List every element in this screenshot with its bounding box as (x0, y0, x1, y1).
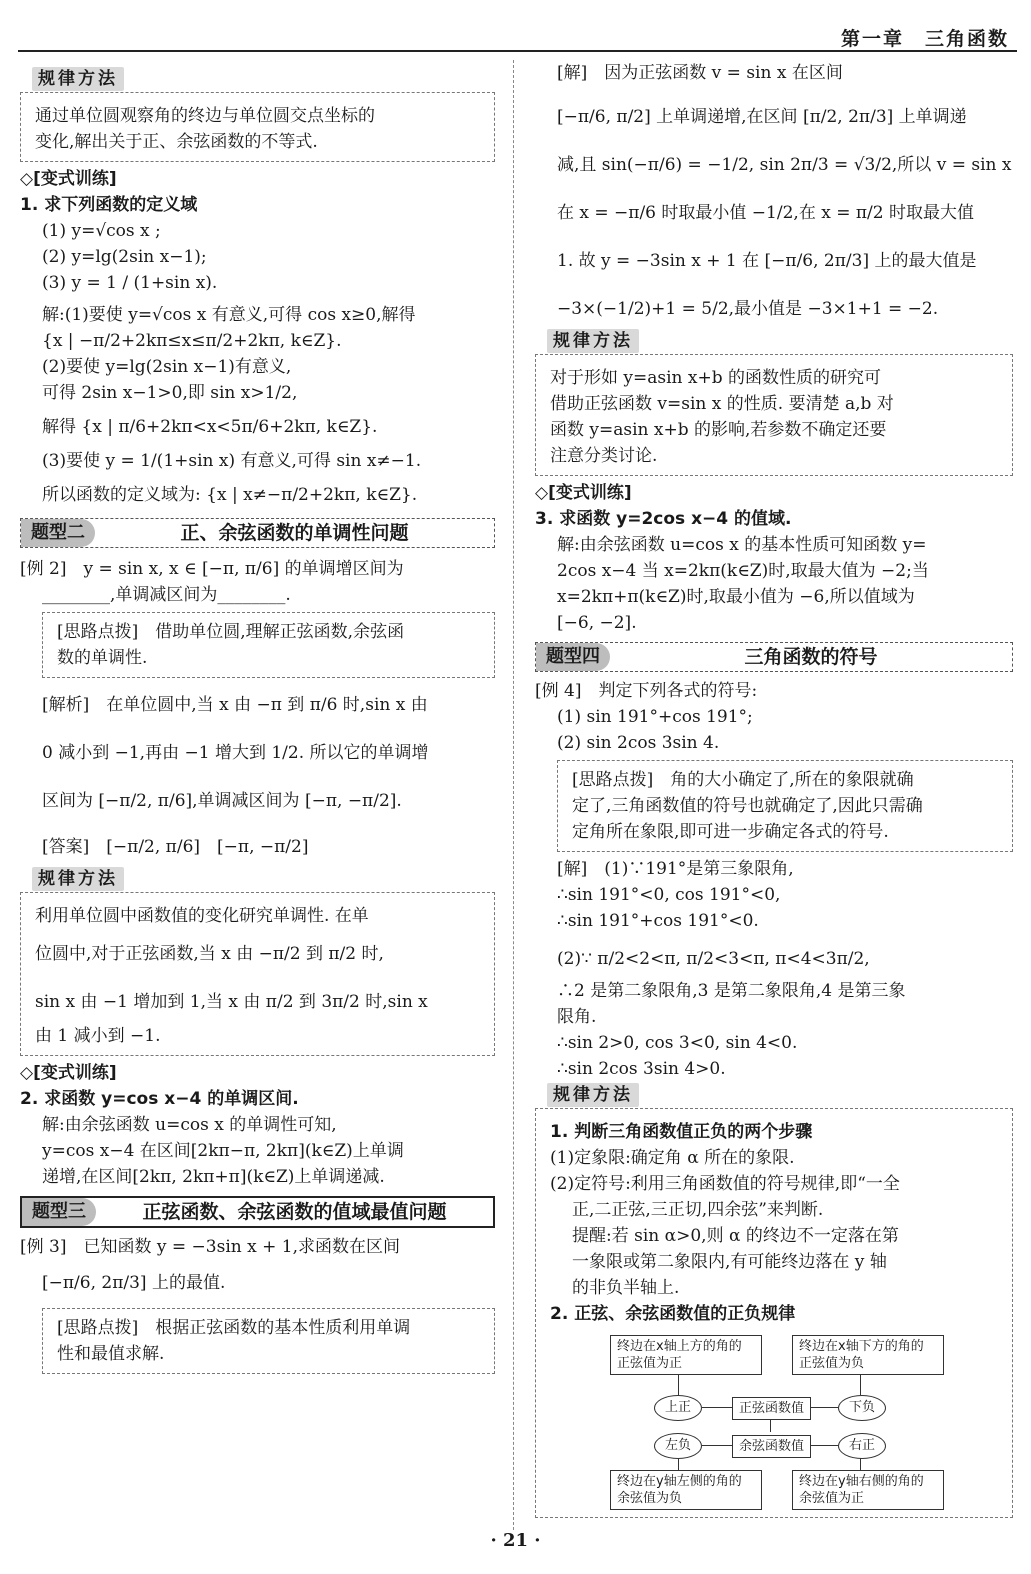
question-item: (1) y=√cos x ; (42, 221, 161, 241)
solution-line: −3×(−1/2)+1 = 5/2,最小值是 −3×1+1 = −2. (557, 299, 939, 319)
practice-question: 1. 求下列函数的定义域 (20, 195, 198, 215)
section-label: 题型二 (21, 519, 95, 547)
solution-line: ∴2 是第二象限角,3 是第二象限角,4 是第三象 (557, 981, 906, 1001)
diagram-box-bottom-right: 终边在y轴右侧的角的 余弦值为正 (792, 1470, 944, 1510)
example-question: (2) sin 2cos 3sin 4. (557, 733, 720, 753)
page-header (18, 22, 1017, 52)
solution-line: [解] (1)∵191°是第三象限角, (557, 859, 794, 879)
solution-line: 可得 2sin x−1>0,即 sin x>1/2, (42, 383, 298, 403)
solution-line: (2)∵ π/2<2<π, π/2<3<π, π<4<3π/2, (557, 949, 870, 969)
hint-line: 定角所在象限,即可进一步确定各式的符号. (572, 822, 889, 842)
hint-box (42, 612, 495, 678)
solution-line: ∴sin 2cos 3sin 4>0. (557, 1059, 726, 1079)
rule-line: 通过单位圆观察角的终边与单位圆交点坐标的 (35, 106, 375, 126)
rule-tip: 提醒:若 sin α>0,则 α 的终边不一定落在第 (572, 1226, 899, 1246)
example-question: ________,单调减区间为________. (42, 585, 291, 605)
diagram-box-top-left: 终边在x轴上方的角的 正弦值为正 (610, 1335, 762, 1375)
rule-line: 注意分类讨论. (550, 446, 658, 466)
solution-line: ∴sin 191°+cos 191°<0. (557, 911, 759, 931)
solution-line: (2)要使 y=lg(2sin x−1)有意义, (42, 357, 292, 377)
rule-line: 函数 y=asin x+b 的影响,若参数不确定还要 (550, 420, 887, 440)
hint-line: 数的单调性. (57, 648, 148, 668)
hint-box (42, 1308, 495, 1374)
section-header (535, 642, 1013, 672)
rule-box-2 (20, 866, 495, 1056)
rule-heading: 1. 判断三角函数值正负的两个步骤 (550, 1122, 813, 1142)
rule-line: sin x 由 −1 增加到 1,当 x 由 π/2 到 3π/2 时,sin x (35, 992, 428, 1012)
rule-step: (2)定符号:利用三角函数值的符号规律,即“一全 (550, 1174, 900, 1194)
hint-line: 定了,三角函数值的符号也就确定了,因此只需确 (572, 796, 923, 816)
solution-line: 解:由余弦函数 u=cos x 的基本性质可知函数 y= (557, 535, 927, 555)
section-title: 正、余弦函数的单调性问题 (180, 522, 409, 544)
rule-line: 对于形如 y=asin x+b 的函数性质的研究可 (550, 368, 882, 388)
solution-line: 减,且 sin(−π/6) = −1/2, sin 2π/3 = √3/2,所以 v = sin x (557, 155, 1012, 175)
diagram-box-bottom-left: 终边在y轴左侧的角的 余弦值为负 (610, 1470, 762, 1510)
section-header (20, 518, 495, 548)
section-title: 正弦函数、余弦函数的值域最值问题 (142, 1201, 447, 1223)
solution-line: 限角. (557, 1007, 597, 1027)
diagram-box-sine: 正弦函数值 (732, 1397, 811, 1420)
section-label: 题型四 (536, 643, 610, 671)
hint-box (557, 760, 1013, 852)
solution-line: ∴sin 2>0, cos 3<0, sin 4<0. (557, 1033, 798, 1053)
section-header (20, 1196, 495, 1228)
rule-line: 位圆中,对于正弦函数,当 x 由 −π/2 到 π/2 时, (35, 944, 384, 964)
solution-line: [−6, −2]. (557, 613, 637, 633)
practice-question: 2. 求函数 y=cos x−4 的单调区间. (20, 1089, 299, 1109)
solution-line: [−π/6, π/2] 上单调递增,在区间 [π/2, 2π/3] 上单调递 (557, 107, 967, 127)
rule-box-1 (20, 66, 495, 162)
diagram-box-cosine: 余弦函数值 (732, 1435, 811, 1458)
solution-line: ∴sin 191°<0, cos 191°<0, (557, 885, 781, 905)
rule-step: 正,二正弦,三正切,四余弦”来判断. (572, 1200, 824, 1220)
diagram-oval-upper-positive: 上正 (654, 1395, 702, 1421)
diagram-box-top-right: 终边在x轴下方的角的 正弦值为负 (792, 1335, 944, 1375)
diagram-oval-left-negative: 左负 (654, 1433, 702, 1459)
question-item: (2) y=lg(2sin x−1); (42, 247, 207, 267)
example-question: [例 2] y = sin x, x ∈ [−π, π/6] 的单调增区间为 (20, 559, 404, 579)
example-question: [−π/6, 2π/3] 上的最值. (42, 1273, 226, 1293)
rule-step: (1)定象限:确定角 α 所在的象限. (550, 1148, 795, 1168)
solution-line: (3)要使 y = 1/(1+sin x) 有意义,可得 sin x≠−1. (42, 451, 422, 471)
rule-line: 变化,解出关于正、余弦函数的不等式. (35, 132, 318, 152)
hint-line: [思路点拨] 借助单位圆,理解正弦函数,余弦函 (57, 622, 405, 642)
solution-line: 2cos x−4 当 x=2kπ(k∈Z)时,取最大值为 −2;当 (557, 561, 929, 581)
rule-line: 利用单位圆中函数值的变化研究单调性. 在单 (35, 906, 369, 926)
rule-line: 借助正弦函数 v=sin x 的性质. 要清楚 a,b 对 (550, 394, 894, 414)
practice-tag: ◇[变式训练] (20, 169, 117, 189)
question-item: (3) y = 1 / (1+sin x). (42, 273, 218, 293)
solution-line: 所以函数的定义域为: {x | x≠−π/2+2kπ, k∈Z}. (42, 485, 418, 505)
rule-box-3 (535, 328, 1013, 476)
solution-line: 解:由余弦函数 u=cos x 的单调性可知, (42, 1115, 337, 1135)
hint-line: [思路点拨] 角的大小确定了,所在的象限就确 (572, 770, 914, 790)
hint-line: [思路点拨] 根据正弦函数的基本性质利用单调 (57, 1318, 411, 1338)
rule-tip: 的非负半轴上. (572, 1278, 680, 1298)
rule-heading: 2. 正弦、余弦函数值的正负规律 (550, 1304, 796, 1324)
page-number: · 21 · (490, 1530, 541, 1551)
solution-line: x=2kπ+π(k∈Z)时,取最小值为 −6,所以值域为 (557, 587, 915, 607)
hint-line: 性和最值求解. (57, 1344, 165, 1364)
solution-line: y=cos x−4 在区间[2kπ−π, 2kπ](k∈Z)上单调 (42, 1141, 404, 1161)
section-title: 三角函数的符号 (744, 646, 878, 668)
rule-box-4 (535, 1082, 1013, 1518)
chapter-title: 第一章 三角函数 (840, 28, 1009, 50)
left-column (20, 60, 495, 1378)
solution-line: 在 x = −π/6 时取最小值 −1/2,在 x = π/2 时取最大值 (557, 203, 974, 223)
example-question: [例 4] 判定下列各式的符号: (535, 681, 758, 701)
practice-question: 3. 求函数 y=2cos x−4 的值域. (535, 509, 792, 529)
example-question: [例 3] 已知函数 y = −3sin x + 1,求函数在区间 (20, 1237, 400, 1257)
rule-tag: 规律方法 (32, 867, 124, 891)
solution-line: 递增,在区间[2kπ, 2kπ+π](k∈Z)上单调递减. (42, 1167, 385, 1187)
analysis-line: 0 减小到 −1,再由 −1 增大到 1/2. 所以它的单调增 (42, 743, 429, 763)
analysis-line: [解析] 在单位圆中,当 x 由 −π 到 π/6 时,sin x 由 (42, 695, 428, 715)
solution-line: 解:(1)要使 y=√cos x 有意义,可得 cos x≥0,解得 (42, 305, 416, 325)
right-column (535, 60, 1013, 1522)
diagram-oval-right-positive: 右正 (838, 1433, 886, 1459)
solution-line: 1. 故 y = −3sin x + 1 在 [−π/6, 2π/3] 上的最大值是 (557, 251, 977, 271)
rule-tip: 一象限或第二象限内,有可能终边落在 y 轴 (572, 1252, 887, 1272)
diagram-oval-lower-negative: 下负 (838, 1395, 886, 1421)
rule-tag: 规律方法 (32, 67, 124, 91)
section-label: 题型三 (22, 1198, 96, 1226)
sign-diagram (550, 1331, 1002, 1511)
solution-line: 解得 {x | π/6+2kπ<x<5π/6+2kπ, k∈Z}. (42, 417, 378, 437)
column-divider (513, 60, 514, 1530)
practice-tag: ◇[变式训练] (20, 1063, 117, 1083)
rule-line: 由 1 减小到 −1. (35, 1026, 161, 1046)
solution-line: [解] 因为正弦函数 v = sin x 在区间 (557, 63, 843, 83)
example-question: (1) sin 191°+cos 191°; (557, 707, 753, 727)
analysis-line: 区间为 [−π/2, π/6],单调减区间为 [−π, −π/2]. (42, 791, 402, 811)
answer-line: [答案] [−π/2, π/6] [−π, −π/2] (42, 837, 309, 857)
rule-tag: 规律方法 (547, 329, 639, 353)
solution-line: {x | −π/2+2kπ≤x≤π/2+2kπ, k∈Z}. (42, 331, 342, 351)
practice-tag: ◇[变式训练] (535, 483, 632, 503)
rule-tag: 规律方法 (547, 1083, 639, 1107)
